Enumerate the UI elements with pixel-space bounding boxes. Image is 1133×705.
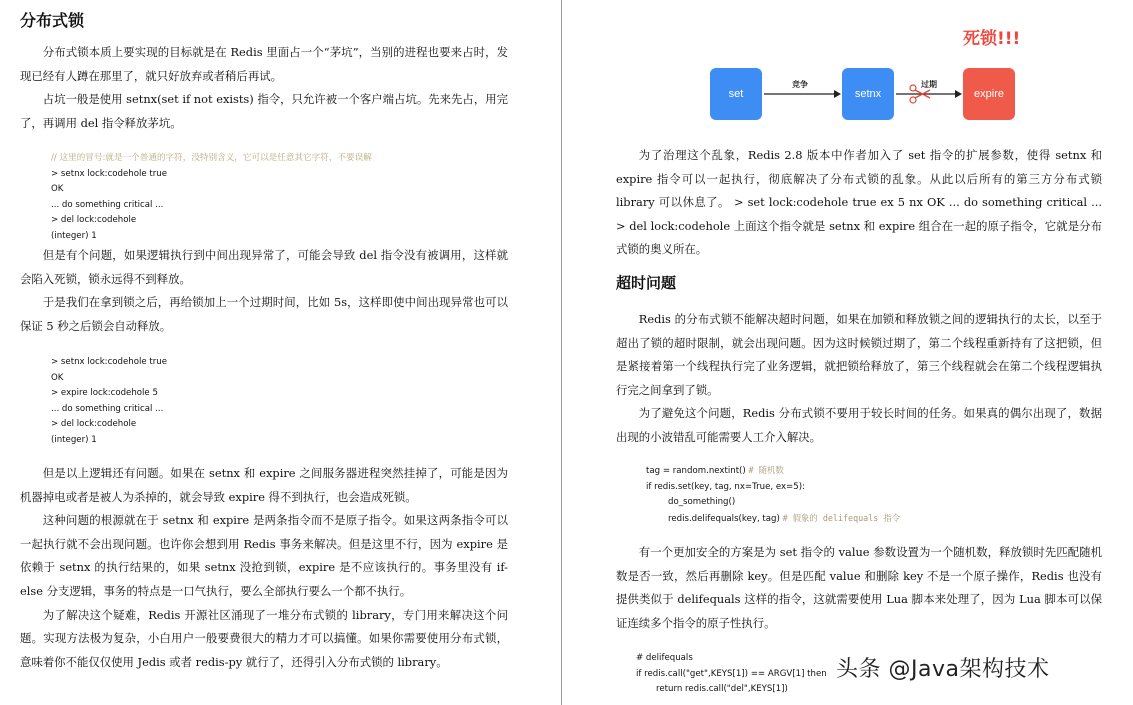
code-line: (integer) 1	[51, 230, 97, 241]
code-block-random-tag	[646, 463, 900, 527]
code-block-lua	[636, 651, 827, 698]
code-line-3: do_something()	[668, 497, 736, 508]
code-line: ... do something critical ...	[51, 199, 164, 210]
page-divider	[561, 0, 562, 705]
paragraph: 但是有个问题，如果逻辑执行到中间出现异常了，可能会导致 del 指令没有被调用，这样就会陷入死锁，锁永远得不到释放。	[20, 248, 508, 286]
code-line: return redis.call("del",KEYS[1])	[656, 684, 788, 695]
code-line: if redis.call("get",KEYS[1]) == ARGV[1] then	[636, 668, 827, 679]
code-line-4	[646, 511, 900, 528]
code-line-1	[646, 463, 900, 480]
code-line: > expire lock:codehole 5	[51, 388, 158, 399]
paragraph: 这种问题的根源就在于 setnx 和 expire 是两条指令而不是原子指令。如果这两条指令可以一起执行就不会出现问题。也许你会想到用 Redis 事务来解决。但是这里不行，因为 expire 是依赖于 setnx 的执行结果的，如果 setnx 没抢到锁，expire 是不应该执行的。事务里没有 if-else 分支逻辑，事务的特点是一口气执行，要么全部执行要么一个都不执行。	[20, 513, 508, 598]
code-line: (integer) 1	[51, 434, 97, 445]
code-line: > del lock:codehole	[51, 215, 137, 226]
section-title-distributed-lock: 分布式锁	[20, 11, 85, 30]
code-text: redis.delifequals(key, tag)	[668, 513, 780, 524]
code-line: # delifequals	[636, 653, 693, 663]
paragraph: Redis 的分布式锁不能解决超时问题，如果在加锁和释放锁之间的逻辑执行的太长，以至于超出了锁的超时限制，就会出现问题。因为这时候锁过期了，第二个线程重新持有了这把锁，但是紧接着第一个线程执行完了业务逻辑，就把锁给释放了，第三个线程就会在第二个线程逻辑执行完之间拿到了锁。	[616, 312, 1102, 397]
paragraph: 有一个更加安全的方案是为 set 指令的 value 参数设置为一个随机数，释放锁时先匹配随机数是否一致，然后再删除 key。但是匹配 value 和删除 key 不是一个原子操作，Redis 也没有提供类似于 delifequals 这样的指令，这就需要使用 Lua 脚本来处理了，因为 Lua 脚本可以保证连续多个指令的原子性执行。	[616, 545, 1102, 630]
left-page	[0, 0, 560, 705]
code-text: tag = random.nextint()	[646, 466, 746, 476]
atomic-paragraphs	[20, 462, 508, 674]
arrow-head	[955, 90, 962, 98]
paragraph: 为了避免这个问题，Redis 分布式锁不要用于较长时间的任务。如果真的偶尔出现了，数据出现的小波错乱可能需要人工介入解决。	[616, 406, 1102, 444]
intro-paragraphs	[20, 41, 508, 135]
arrow-head	[834, 90, 841, 98]
code-line: OK	[51, 372, 64, 383]
arrow-label-expire: 过期	[921, 80, 937, 89]
section-title-timeout: 超时问题	[616, 274, 677, 292]
paragraph: 于是我们在拿到锁之后，再给锁加上一个过期时间，比如 5s，这样即使中间出现异常也可以保证 5 秒之后锁会自动释放。	[20, 295, 508, 333]
watermark: 头条 @Java架构技术	[836, 657, 1050, 682]
arrow-label-compete: 竞争	[792, 80, 808, 89]
code-comment: // 这里的冒号:就是一个普通的字符，没特别含义，它可以是任意其它字符，不要误解	[51, 153, 372, 163]
code-block-setnx	[51, 151, 372, 245]
code-line: > setnx lock:codehole true	[51, 168, 168, 179]
diagram-box-set: set	[710, 68, 762, 120]
code-line: > del lock:codehole	[51, 419, 137, 430]
paragraph: 分布式锁本质上要实现的目标就是在 Redis 里面占一个“茅坑”，当别的进程也要来占时，发现已经有人蹲在那里了，就只好放弃或者稍后再试。	[20, 45, 508, 83]
set-extension-paragraph	[616, 144, 1102, 262]
deadlock-paragraphs	[20, 244, 508, 338]
diagram-box-expire: expire	[963, 68, 1015, 120]
paragraph: 为了治理这个乱象，Redis 2.8 版本中作者加入了 set 指令的扩展参数，使得 setnx 和 expire 指令可以一起执行，彻底解决了分布式锁的乱象。从此以后所有的第三方分布式锁 library 可以休息了。 > set lock:codehole true ex 5 nx OK ... do something critical ... > del lock:codehole 上面这个指令就是 setnx 和 expire 组合在一起的原子指令，它就是分布式锁的奥义所在。	[616, 148, 1102, 257]
deadlock-label: 死锁!!!	[963, 29, 1021, 49]
timeout-paragraphs	[616, 308, 1102, 450]
code-line: OK	[51, 184, 64, 195]
code-line: ... do something critical ...	[51, 403, 164, 414]
code-line: > setnx lock:codehole true	[51, 357, 168, 367]
code-block-expire	[51, 355, 167, 449]
paragraph: 为了解决这个疑难，Redis 开源社区涌现了一堆分布式锁的 library，专门用来解决这个问题。实现方法极为复杂，小白用户一般要费很大的精力才可以搞懂。如果你需要使用分布式锁，意味着你不能仅仅使用 Jedis 或者 redis-py 就行了，还得引入分布式锁的 library。	[20, 607, 508, 669]
diagram-arrows	[566, 60, 1133, 130]
code-comment: # 假象的 delifequals 指令	[782, 512, 901, 523]
paragraph: 但是以上逻辑还有问题。如果在 setnx 和 expire 之间服务器进程突然挂掉了，可能是因为机器掉电或者是被人为杀掉的，就会导致 expire 得不到执行，也会造成死锁。	[20, 466, 508, 504]
paragraph: 占坑一般是使用 setnx(set if not exists) 指令，只允许被一个客户端占坑。先来先占，用完了，再调用 del 指令释放茅坑。	[20, 92, 508, 130]
diagram-box-setnx: setnx	[842, 68, 894, 120]
code-line-2: if redis.set(key, tag, nx=True, ex=5):	[646, 481, 805, 492]
right-page	[566, 0, 1133, 705]
code-comment: # 随机数	[748, 465, 784, 475]
lua-paragraph	[616, 541, 1102, 635]
